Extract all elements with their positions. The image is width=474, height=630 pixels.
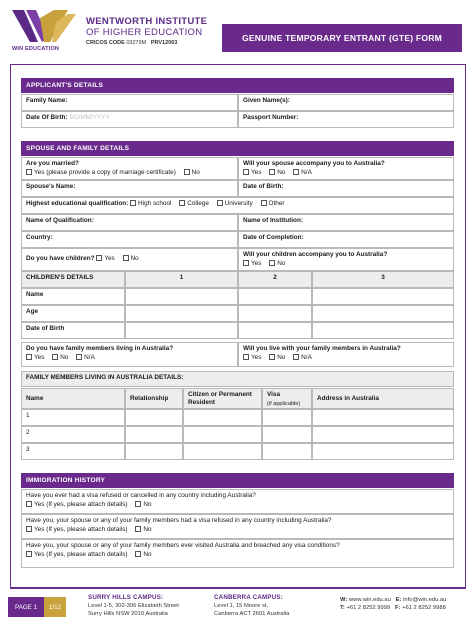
- page-indicator: [8, 597, 66, 617]
- child-1-name[interactable]: [125, 288, 238, 305]
- family-row-1-relationship[interactable]: [125, 409, 183, 426]
- children-accompany-no[interactable]: No: [269, 260, 285, 269]
- institute-name: [86, 16, 207, 46]
- child-1-dob[interactable]: [125, 322, 238, 339]
- page-total: 1/12: [44, 597, 66, 617]
- spouse-accompany-question: Will your spouse accompany you to Australia? Yes No N/A: [238, 157, 454, 180]
- qual-other[interactable]: Other: [261, 200, 285, 209]
- qualification-question: Highest educational qualification: High school College University Other: [21, 197, 454, 214]
- family-row-3-citizen[interactable]: [183, 443, 262, 460]
- checkbox-icon[interactable]: [243, 169, 249, 175]
- cricos-line: CRICOS CODE 03279M PRV12063: [86, 40, 178, 46]
- spouse-name-field[interactable]: Spouse's Name:: [21, 180, 238, 197]
- surry-hills-address: SURRY HILLS CAMPUS: Level 1-5, 302-306 Elizabeth Street Surry Hills NSW 2010 Australia: [88, 594, 179, 617]
- child-2-dob[interactable]: [238, 322, 312, 339]
- checkbox-icon[interactable]: [26, 526, 32, 532]
- checkbox-icon[interactable]: [269, 260, 275, 266]
- checkbox-icon[interactable]: [96, 255, 102, 261]
- children-row-dob: Date of Birth: [21, 322, 125, 339]
- family-visa-refused-yes[interactable]: Yes (If yes, please attach details): [26, 526, 128, 535]
- logo-wings-icon: [10, 8, 80, 46]
- children-row-age: Age: [21, 305, 125, 322]
- family-col-address: Address in Australia: [312, 388, 454, 409]
- checkbox-icon[interactable]: [135, 501, 141, 507]
- family-row-3-name[interactable]: 3: [21, 443, 125, 460]
- institution-field[interactable]: Name of Institution:: [238, 214, 454, 231]
- phone-number: +61 2 8252 9999: [346, 605, 391, 611]
- family-col-visa: Visa (if applicable): [262, 388, 312, 409]
- section-immigration-history: IMMIGRATION HISTORY: [21, 473, 454, 488]
- country-field[interactable]: Country:: [21, 231, 238, 248]
- children-accompany-question: Will your children accompany you to Australia? Yes No: [238, 248, 454, 271]
- visa-refused-no[interactable]: No: [135, 501, 151, 510]
- spouse-dob-field[interactable]: Date of Birth:: [238, 180, 454, 197]
- qual-university[interactable]: University: [217, 200, 253, 209]
- family-col-relationship: Relationship: [125, 388, 183, 409]
- visa-refused-yes[interactable]: Yes (If yes, please attach details): [26, 501, 128, 510]
- checkbox-icon[interactable]: [76, 354, 82, 360]
- checkbox-icon[interactable]: [26, 169, 32, 175]
- family-row-1-visa[interactable]: [262, 409, 312, 426]
- checkbox-icon[interactable]: [243, 260, 249, 266]
- qual-high-school[interactable]: High school: [130, 200, 171, 209]
- institute-line1: WENTWORTH INSTITUTE: [86, 16, 208, 27]
- qual-college[interactable]: College: [179, 200, 209, 209]
- checkbox-icon[interactable]: [135, 526, 141, 532]
- passport-field[interactable]: Passport Number:: [238, 111, 454, 128]
- children-col-3: 3: [312, 271, 454, 288]
- family-row-1-address[interactable]: [312, 409, 454, 426]
- family-visa-refused-no[interactable]: No: [135, 526, 151, 535]
- checkbox-icon[interactable]: [179, 200, 185, 206]
- married-question: Are you married? Yes (please provide a copy of marriage certificate) No: [21, 157, 238, 180]
- family-row-2-address[interactable]: [312, 426, 454, 443]
- family-members-yes[interactable]: Yes: [26, 354, 44, 363]
- given-names-field[interactable]: Given Name(s):: [238, 94, 454, 111]
- child-3-age[interactable]: [312, 305, 454, 322]
- family-details-header: FAMILY MEMBERS LIVING IN AUSTRALIA DETAILS:: [21, 371, 454, 387]
- website-link[interactable]: www.win.edu.au: [348, 597, 391, 603]
- contact-info: W: www.win.edu.au E: info@win.edu.au T: +61 2 8252 9999 F: +61 2 8252 9988: [340, 597, 447, 611]
- checkbox-icon[interactable]: [293, 169, 299, 175]
- family-row-2-name[interactable]: 2: [21, 426, 125, 443]
- checkbox-icon[interactable]: [135, 551, 141, 557]
- children-yes[interactable]: Yes: [96, 255, 114, 264]
- children-col-2: 2: [238, 271, 312, 288]
- completion-date-field[interactable]: Date of Completion:: [238, 231, 454, 248]
- family-row-1-citizen[interactable]: [183, 409, 262, 426]
- child-3-dob[interactable]: [312, 322, 454, 339]
- children-question: Do you have children? Yes No: [21, 248, 238, 271]
- visa-breach-no[interactable]: No: [135, 551, 151, 560]
- family-members-no[interactable]: No: [52, 354, 68, 363]
- dob-field[interactable]: Date Of Birth: DD/MM/YYYY: [21, 111, 238, 128]
- child-2-name[interactable]: [238, 288, 312, 305]
- family-col-name: Name: [21, 388, 125, 409]
- checkbox-icon[interactable]: [269, 354, 275, 360]
- checkbox-icon[interactable]: [184, 169, 190, 175]
- child-3-name[interactable]: [312, 288, 454, 305]
- family-row-2-citizen[interactable]: [183, 426, 262, 443]
- institute-line2: OF HIGHER EDUCATION: [86, 27, 203, 38]
- checkbox-icon[interactable]: [217, 200, 223, 206]
- checkbox-icon[interactable]: [261, 200, 267, 206]
- qualification-name-field[interactable]: Name of Qualification:: [21, 214, 238, 231]
- family-row-1-name[interactable]: 1: [21, 409, 125, 426]
- family-row-2-visa[interactable]: [262, 426, 312, 443]
- form-frame-bottom: [10, 587, 466, 589]
- family-members-question: Do you have family members living in Australia? Yes No N/A: [21, 342, 238, 367]
- child-2-age[interactable]: [238, 305, 312, 322]
- checkbox-icon[interactable]: [269, 169, 275, 175]
- live-with-yes[interactable]: Yes: [243, 354, 261, 363]
- children-accompany-yes[interactable]: Yes: [243, 260, 261, 269]
- family-col-citizen: Citizen or Permanent Resident: [183, 388, 262, 409]
- checkbox-icon[interactable]: [52, 354, 58, 360]
- fax-number: +61 2 8252 9988: [402, 605, 446, 611]
- checkbox-icon[interactable]: [26, 551, 32, 557]
- children-row-name: Name: [21, 288, 125, 305]
- children-col-1: 1: [125, 271, 238, 288]
- checkbox-icon[interactable]: [293, 354, 299, 360]
- win-logo: [10, 8, 80, 58]
- children-no[interactable]: No: [123, 255, 139, 264]
- checkbox-icon[interactable]: [26, 501, 32, 507]
- checkbox-icon[interactable]: [123, 255, 129, 261]
- spouse-accompany-yes[interactable]: Yes: [243, 169, 261, 178]
- family-row-3-relationship[interactable]: [125, 443, 183, 460]
- family-name-field[interactable]: Family Name:: [21, 94, 238, 111]
- spouse-accompany-na[interactable]: N/A: [293, 169, 312, 178]
- checkbox-icon[interactable]: [243, 354, 249, 360]
- children-details-header: CHILDREN'S DETAILS: [21, 271, 125, 288]
- family-row-3-address[interactable]: [312, 443, 454, 460]
- visa-breach-yes[interactable]: Yes (If yes, please attach details): [26, 551, 128, 560]
- checkbox-icon[interactable]: [26, 354, 32, 360]
- checkbox-icon[interactable]: [130, 200, 136, 206]
- child-1-age[interactable]: [125, 305, 238, 322]
- family-row-3-visa[interactable]: [262, 443, 312, 460]
- email-link[interactable]: info@win.edu.au: [403, 597, 447, 603]
- live-with-family-question: Will you live with your family members in Australia? Yes No N/A: [238, 342, 454, 367]
- form-title: GENUINE TEMPORARY ENTRANT (GTE) FORM: [222, 24, 462, 52]
- canberra-address: CANBERRA CAMPUS: Level 1, 15 Moore st, Canberra ACT 2601 Australia: [214, 594, 290, 617]
- section-spouse-family: SPOUSE AND FAMILY DETAILS: [21, 141, 454, 156]
- married-no-option[interactable]: No: [184, 169, 200, 178]
- visa-breach-question: Have you, your spouse or any of your family members ever visited Australia and breached any visa conditions? Yes (If yes, please attach details) No: [21, 539, 454, 568]
- family-row-2-relationship[interactable]: [125, 426, 183, 443]
- live-with-no[interactable]: No: [269, 354, 285, 363]
- live-with-na[interactable]: N/A: [293, 354, 312, 363]
- married-yes-option[interactable]: Yes (please provide a copy of marriage certificate): [26, 169, 176, 178]
- page-number: PAGE 1: [8, 597, 44, 617]
- family-visa-refused-question: Have you, your spouse or any of your family members had a visa refused in any country including Australia? Yes (If yes, please attach details) No: [21, 514, 454, 539]
- family-members-na[interactable]: N/A: [76, 354, 95, 363]
- visa-refused-question: Have you ever had a visa refused or cancelled in any country including Australia? Yes (If yes, please attach details) No: [21, 489, 454, 514]
- logo-text: WIN EDUCATION: [12, 46, 60, 52]
- section-applicant-details: APPLICANT'S DETAILS: [21, 78, 454, 93]
- spouse-accompany-no[interactable]: No: [269, 169, 285, 178]
